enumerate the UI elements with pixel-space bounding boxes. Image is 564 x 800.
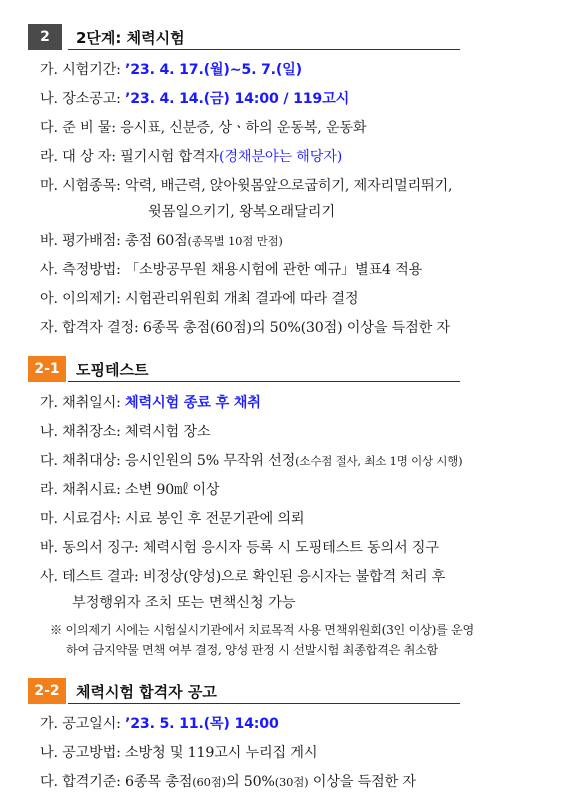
divider xyxy=(68,381,460,382)
section-number: 2-2 xyxy=(28,678,66,704)
list-item: 바. 동의서 징구: 체력시험 응시자 등록 시 도핑테스트 동의서 징구 xyxy=(40,540,439,556)
divider xyxy=(68,49,460,50)
list-item: 가. 공고일시: ’23. 5. 11.(목) 14:00 xyxy=(40,716,279,732)
section-number: 2 xyxy=(28,24,62,50)
note-line: 하여 금지약물 면책 여부 결정, 양성 판정 시 선발시험 최종합격은 취소함 xyxy=(66,643,439,657)
list-item: 라. 채취시료: 소변 90㎖ 이상 xyxy=(40,482,220,498)
list-item-continuation: 윗몸일으키기, 왕복오래달리기 xyxy=(148,204,336,220)
list-item: 아. 이의제기: 시험관리위원회 개최 결과에 따라 결정 xyxy=(40,291,359,307)
note-line: ※ 이의제기 시에는 시험실시기관에서 치료목적 사용 면책위원회(3인 이상)를 운영 xyxy=(50,623,474,637)
list-item: 마. 시험종목: 악력, 배근력, 앉아윗몸앞으로굽히기, 제자리멀리뛰기, xyxy=(40,178,453,194)
divider xyxy=(68,703,460,704)
section-title: 도핑테스트 xyxy=(76,361,149,379)
list-item: 나. 채취장소: 체력시험 장소 xyxy=(40,424,211,440)
list-item: 가. 시험기간: ’23. 4. 17.(월)∼5. 7.(일) xyxy=(40,62,302,78)
list-item: 다. 준 비 물: 응시표, 신분증, 상ㆍ하의 운동복, 운동화 xyxy=(40,120,367,136)
list-item: 사. 테스트 결과: 비정상(양성)으로 확인된 응시자는 불합격 처리 후 xyxy=(40,569,446,585)
list-item: 다. 합격기준: 6종목 총점(60점)의 50%(30점) 이상을 득점한 자 xyxy=(40,774,416,790)
section-header-2 xyxy=(28,24,544,50)
list-item: 나. 공고방법: 소방청 및 119고시 누리집 게시 xyxy=(40,745,318,761)
list-item: 나. 장소공고: ’23. 4. 14.(금) 14:00 / 119고시 xyxy=(40,91,350,107)
section-header-2-1 xyxy=(28,356,544,382)
list-item-continuation: 부정행위자 조치 또는 면책신청 가능 xyxy=(72,595,296,611)
section-title: 체력시험 합격자 공고 xyxy=(76,683,217,701)
list-item: 라. 대 상 자: 필기시험 합격자(경채분야는 해당자) xyxy=(40,149,343,165)
list-item: 자. 합격자 결정: 6종목 총점(60점)의 50%(30점) 이상을 득점한 자 xyxy=(40,320,450,336)
section-number: 2-1 xyxy=(28,356,66,382)
section-header-2-2 xyxy=(28,678,544,704)
list-item: 마. 시료검사: 시료 봉인 후 전문기관에 의뢰 xyxy=(40,511,305,527)
list-item: 사. 측정방법: 「소방공무원 채용시험에 관한 예규」별표4 적용 xyxy=(40,262,423,278)
list-item: 가. 채취일시: 체력시험 종료 후 채취 xyxy=(40,395,261,411)
section-title: 2단계: 체력시험 xyxy=(76,29,185,47)
list-item: 다. 채취대상: 응시인원의 5% 무작위 선정(소수점 절사, 최소 1명 이상 시행) xyxy=(40,453,463,469)
list-item: 바. 평가배점: 총점 60점(종목별 10점 만점) xyxy=(40,233,283,249)
